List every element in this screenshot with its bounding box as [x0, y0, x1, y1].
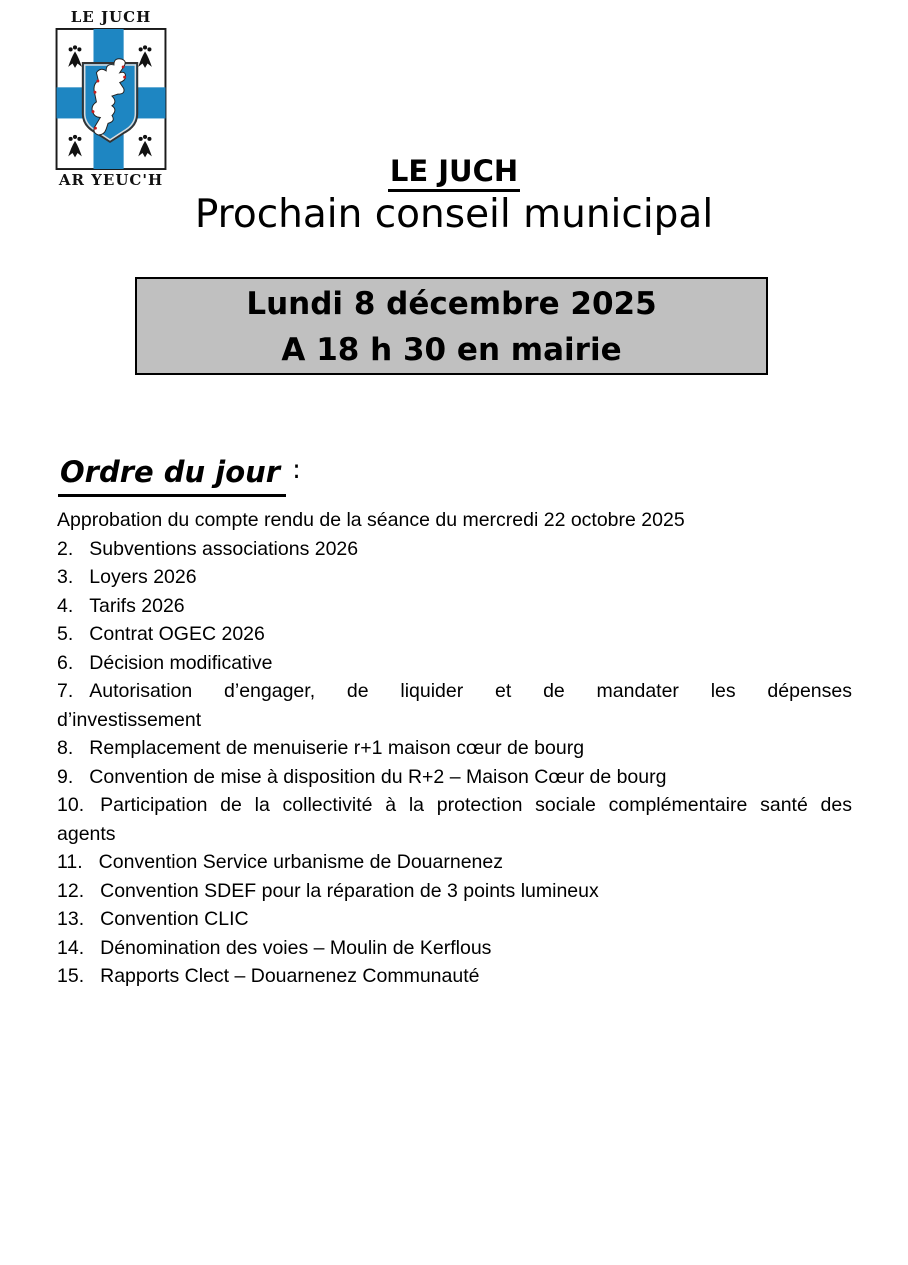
agenda-item-number: 8.: [57, 737, 74, 759]
agenda-item-6: [57, 649, 852, 678]
agenda-list: [57, 506, 852, 991]
agenda-item-number: 7.: [57, 680, 74, 702]
agenda-item-number: 2.: [57, 537, 74, 560]
agenda-item-5: [57, 620, 852, 649]
agenda-item-number: 3.: [57, 566, 74, 588]
agenda-item-number: 14.: [57, 936, 85, 959]
agenda-heading: [58, 455, 301, 497]
agenda-item-text: Convention SDEF pour la réparation de 3 points lumineux: [100, 879, 599, 902]
agenda-item-number: 4.: [57, 594, 74, 617]
agenda-item-text: Contrat OGEC 2026: [89, 623, 265, 645]
meeting-date: Lundi 8 décembre 2025: [246, 286, 657, 322]
coat-of-arms-bottom-banner: AR YEUC'H: [58, 171, 164, 189]
agenda-item-text: Tarifs 2026: [89, 594, 185, 617]
meeting-time-place: A 18 h 30 en mairie: [281, 332, 622, 368]
agenda-item-text: Subventions associations 2026: [89, 537, 359, 560]
agenda-item-number: 6.: [57, 651, 74, 674]
agenda-item-14: [57, 934, 852, 963]
agenda-item-1: [57, 506, 852, 535]
coat-of-arms-top-banner: LE JUCH: [70, 8, 152, 26]
agenda-item-text: Remplacement de menuiserie r+1 maison cœur de bourg: [89, 737, 585, 759]
agenda-heading-text: Ordre du jour: [58, 455, 286, 497]
agenda-item-number: 10.: [57, 794, 85, 816]
agenda-item-text: Approbation du compte rendu de la séance du mercredi 22 octobre 2025: [57, 509, 685, 531]
agenda-item-3: [57, 563, 852, 592]
meeting-notice-box: [135, 277, 768, 375]
page-title: [0, 154, 908, 192]
agenda-item-15: [57, 962, 852, 991]
agenda-item-number: 5.: [57, 623, 74, 645]
agenda-item-13: [57, 905, 852, 934]
agenda-item-number: 9.: [57, 765, 74, 788]
agenda-item-11: [57, 848, 852, 877]
agenda-item-8: [57, 734, 852, 763]
agenda-item-7: [57, 677, 852, 706]
agenda-item-text: Décision modificative: [89, 651, 273, 674]
agenda-item-10-continuation: agents: [57, 822, 116, 845]
agenda-item-2: [57, 535, 852, 564]
agenda-item-text: Loyers 2026: [89, 566, 197, 588]
agenda-item-number: 13.: [57, 908, 85, 930]
page-subtitle: Prochain conseil municipal: [194, 192, 714, 237]
agenda-item-number: 15.: [57, 965, 85, 987]
coat-of-arms-shield-icon: [53, 28, 169, 170]
agenda-item-9: [57, 763, 852, 792]
agenda-item-text: Convention Service urbanisme de Douarnenez: [98, 851, 503, 873]
agenda-item-text: Convention CLIC: [100, 908, 249, 930]
agenda-item-7-continuation: d’investissement: [57, 708, 202, 731]
page-title-text: LE JUCH: [388, 154, 520, 192]
agenda-item-4: [57, 592, 852, 621]
agenda-item-number: 12.: [57, 879, 85, 902]
agenda-item-12: [57, 877, 852, 906]
agenda-item-text: Dénomination des voies – Moulin de Kerflous: [100, 936, 492, 959]
agenda-item-text: Rapports Clect – Douarnenez Communauté: [100, 965, 480, 987]
agenda-item-number: 11.: [57, 851, 83, 873]
agenda-item-10: [57, 791, 852, 820]
agenda-item-text: Participation de la collectivité à la protection sociale complémentaire santé des: [100, 794, 852, 816]
agenda-item-text: Convention de mise à disposition du R+2 – Maison Cœur de bourg: [89, 765, 667, 788]
agenda-heading-colon: :: [292, 455, 301, 485]
agenda-item-text: Autorisation d’engager, de liquider et de mandater les dépenses: [89, 680, 852, 702]
